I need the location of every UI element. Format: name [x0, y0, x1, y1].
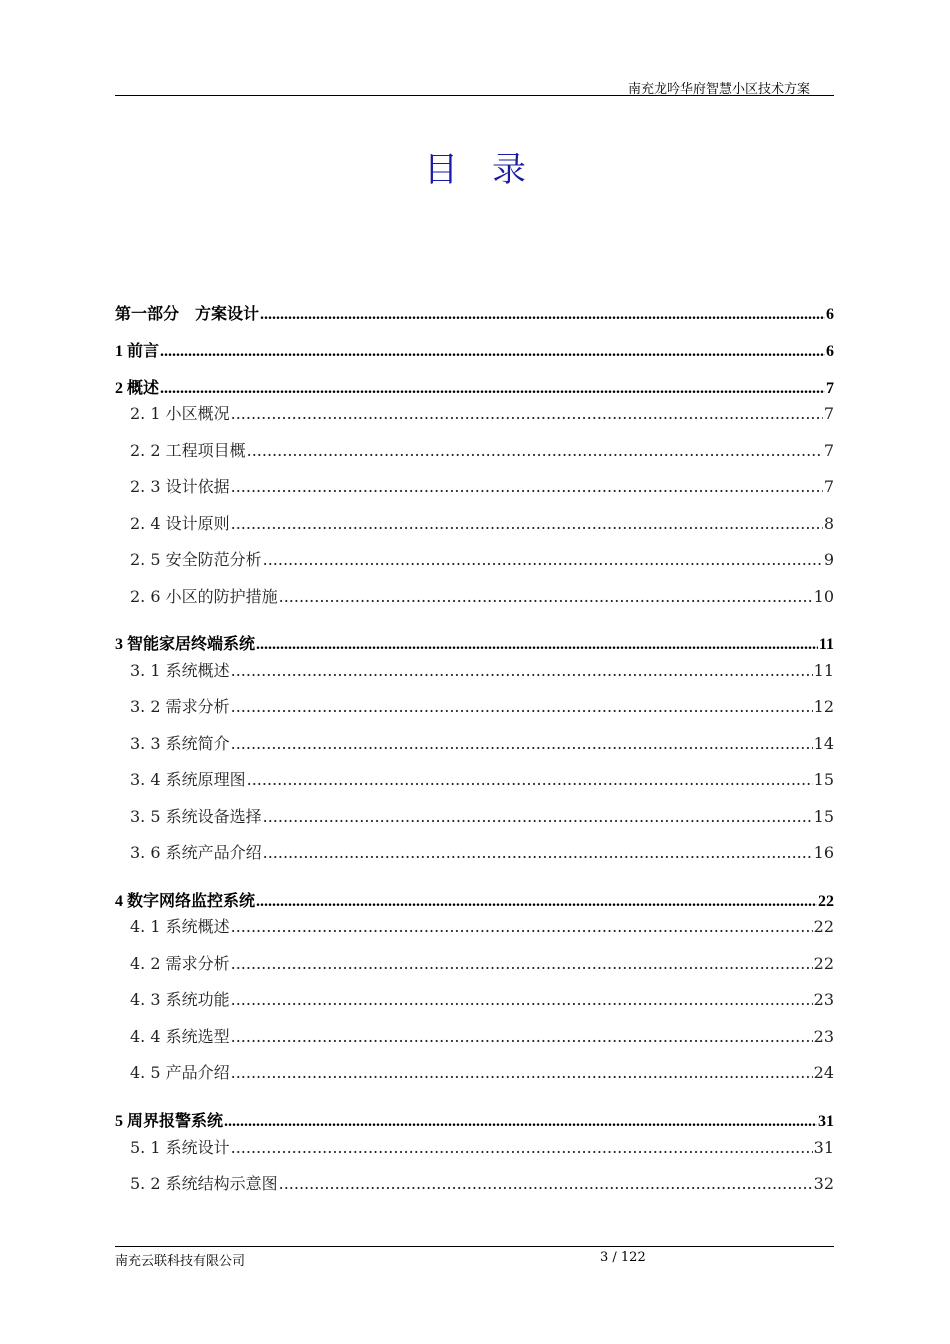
- toc-entry-page: 7: [823, 404, 834, 423]
- toc-entry[interactable]: [115, 378, 834, 400]
- toc-entry-label: 3. 4 系统原理图: [130, 770, 246, 789]
- toc-entry-page: 7: [823, 477, 834, 496]
- toc-entry-label: 3. 1 系统概述: [130, 661, 230, 680]
- toc-leader-dots: [231, 916, 813, 938]
- toc-entry-page: 10: [813, 587, 834, 606]
- toc-leader-dots: [231, 989, 813, 1011]
- toc-leader-dots: [160, 341, 825, 363]
- toc-leader-dots: [231, 1026, 813, 1048]
- toc-leader-dots: [256, 891, 817, 913]
- toc-entry[interactable]: [115, 549, 834, 571]
- toc-entry[interactable]: [115, 769, 834, 791]
- toc-entry-page: 8: [823, 514, 834, 533]
- toc-entry[interactable]: [115, 1062, 834, 1084]
- toc-entry-page: 32: [813, 1174, 834, 1193]
- toc-entry-label: 2. 1 小区概况: [130, 404, 230, 423]
- toc-entry[interactable]: [115, 440, 834, 462]
- toc-entry[interactable]: [115, 806, 834, 828]
- toc-entry-label: 5 周界报警系统: [115, 1113, 224, 1130]
- toc-entry-page: 6: [826, 306, 834, 323]
- toc-entry[interactable]: [115, 953, 834, 975]
- toc-entry[interactable]: [115, 842, 834, 864]
- footer-rule: [115, 1246, 834, 1247]
- toc-entry-label: 5. 1 系统设计: [130, 1138, 230, 1157]
- toc-entry[interactable]: [115, 1173, 834, 1195]
- toc-entry[interactable]: [115, 476, 834, 498]
- toc-entry-label: 4. 3 系统功能: [130, 990, 230, 1009]
- toc-entry-page: 15: [813, 807, 834, 826]
- toc-entry-label: 第一部分 方案设计: [115, 306, 260, 323]
- toc-entry-page: 22: [813, 917, 834, 936]
- toc-entry-label: 1 前言: [115, 343, 160, 360]
- toc-entry-label: 2. 6 小区的防护措施: [130, 587, 278, 606]
- toc-entry[interactable]: [115, 660, 834, 682]
- toc-entry[interactable]: [115, 403, 834, 425]
- toc-leader-dots: [279, 1173, 813, 1195]
- toc-leader-dots: [231, 953, 813, 975]
- toc-entry-page: 7: [826, 380, 834, 397]
- toc-entry-page: 16: [813, 843, 834, 862]
- footer-page-number: 3 / 122: [600, 1250, 646, 1265]
- toc-entry-label: 2. 5 安全防范分析: [130, 550, 262, 569]
- toc-leader-dots: [231, 1137, 813, 1159]
- toc-entry-page: 31: [818, 1113, 834, 1130]
- toc-entry-label: 4. 4 系统选型: [130, 1027, 230, 1046]
- toc-entry-label: 5. 2 系统结构示意图: [130, 1174, 278, 1193]
- toc-entry-page: 23: [813, 990, 834, 1009]
- toc-entry-label: 3. 3 系统简介: [130, 734, 230, 753]
- toc-entry-page: 22: [813, 954, 834, 973]
- toc-entry-label: 3. 5 系统设备选择: [130, 807, 262, 826]
- toc-entry-label: 3. 2 需求分析: [130, 697, 230, 716]
- toc-leader-dots: [263, 806, 813, 828]
- toc-entry-page: 9: [823, 550, 834, 569]
- toc-entry-label: 2. 3 设计依据: [130, 477, 230, 496]
- toc-entry-page: 11: [813, 661, 834, 680]
- toc-leader-dots: [231, 403, 823, 425]
- toc-leader-dots: [260, 304, 825, 326]
- toc-leader-dots: [263, 549, 823, 571]
- toc-entry[interactable]: [115, 916, 834, 938]
- toc-entry-page: 6: [826, 343, 834, 360]
- toc-entry-page: 22: [818, 893, 834, 910]
- page-title: 目录: [424, 150, 560, 190]
- toc-entry[interactable]: [115, 1026, 834, 1048]
- toc-entry[interactable]: [115, 341, 834, 363]
- toc-entry[interactable]: [115, 634, 834, 656]
- toc-leader-dots: [231, 733, 813, 755]
- toc-leader-dots: [231, 513, 823, 535]
- toc-entry-label: 4. 2 需求分析: [130, 954, 230, 973]
- toc-entry-label: 4. 1 系统概述: [130, 917, 230, 936]
- header-rule: [115, 95, 834, 96]
- toc-entry-label: 2 概述: [115, 380, 160, 397]
- toc-leader-dots: [224, 1111, 817, 1133]
- running-header: 南充龙吟华府智慧小区技术方案: [627, 82, 810, 97]
- toc-leader-dots: [247, 440, 823, 462]
- toc-leader-dots: [279, 586, 813, 608]
- toc-entry-page: 12: [813, 697, 834, 716]
- toc-leader-dots: [263, 842, 813, 864]
- toc-leader-dots: [247, 769, 813, 791]
- footer-company: 南充云联科技有限公司: [115, 1254, 246, 1269]
- toc-entry-page: 11: [818, 636, 834, 653]
- toc-entry[interactable]: [115, 891, 834, 913]
- toc-entry-label: 4 数字网络监控系统: [115, 893, 256, 910]
- toc-entry-page: 7: [823, 441, 834, 460]
- toc-entry-label: 2. 2 工程项目概: [130, 441, 246, 460]
- toc-entry[interactable]: [115, 696, 834, 718]
- toc-entry[interactable]: [115, 1111, 834, 1133]
- toc-leader-dots: [160, 378, 825, 400]
- toc-entry[interactable]: [115, 733, 834, 755]
- toc-entry-label: 3 智能家居终端系统: [115, 636, 256, 653]
- toc-entry[interactable]: [115, 513, 834, 535]
- toc-entry-page: 31: [813, 1138, 834, 1157]
- toc-entry-label: 2. 4 设计原则: [130, 514, 230, 533]
- toc-leader-dots: [231, 476, 823, 498]
- toc-entry[interactable]: [115, 304, 834, 326]
- toc-entry-page: 15: [813, 770, 834, 789]
- toc-entry-page: 14: [813, 734, 834, 753]
- toc-entry-label: 4. 5 产品介绍: [130, 1063, 230, 1082]
- toc-leader-dots: [256, 634, 818, 656]
- toc-leader-dots: [231, 660, 813, 682]
- toc-entry[interactable]: [115, 989, 834, 1011]
- toc-entry[interactable]: [115, 586, 834, 608]
- toc-leader-dots: [231, 696, 813, 718]
- toc-entry-page: 24: [813, 1063, 834, 1082]
- toc-leader-dots: [231, 1062, 813, 1084]
- toc-entry-page: 23: [813, 1027, 834, 1046]
- toc-entry-label: 3. 6 系统产品介绍: [130, 843, 262, 862]
- toc-entry[interactable]: [115, 1137, 834, 1159]
